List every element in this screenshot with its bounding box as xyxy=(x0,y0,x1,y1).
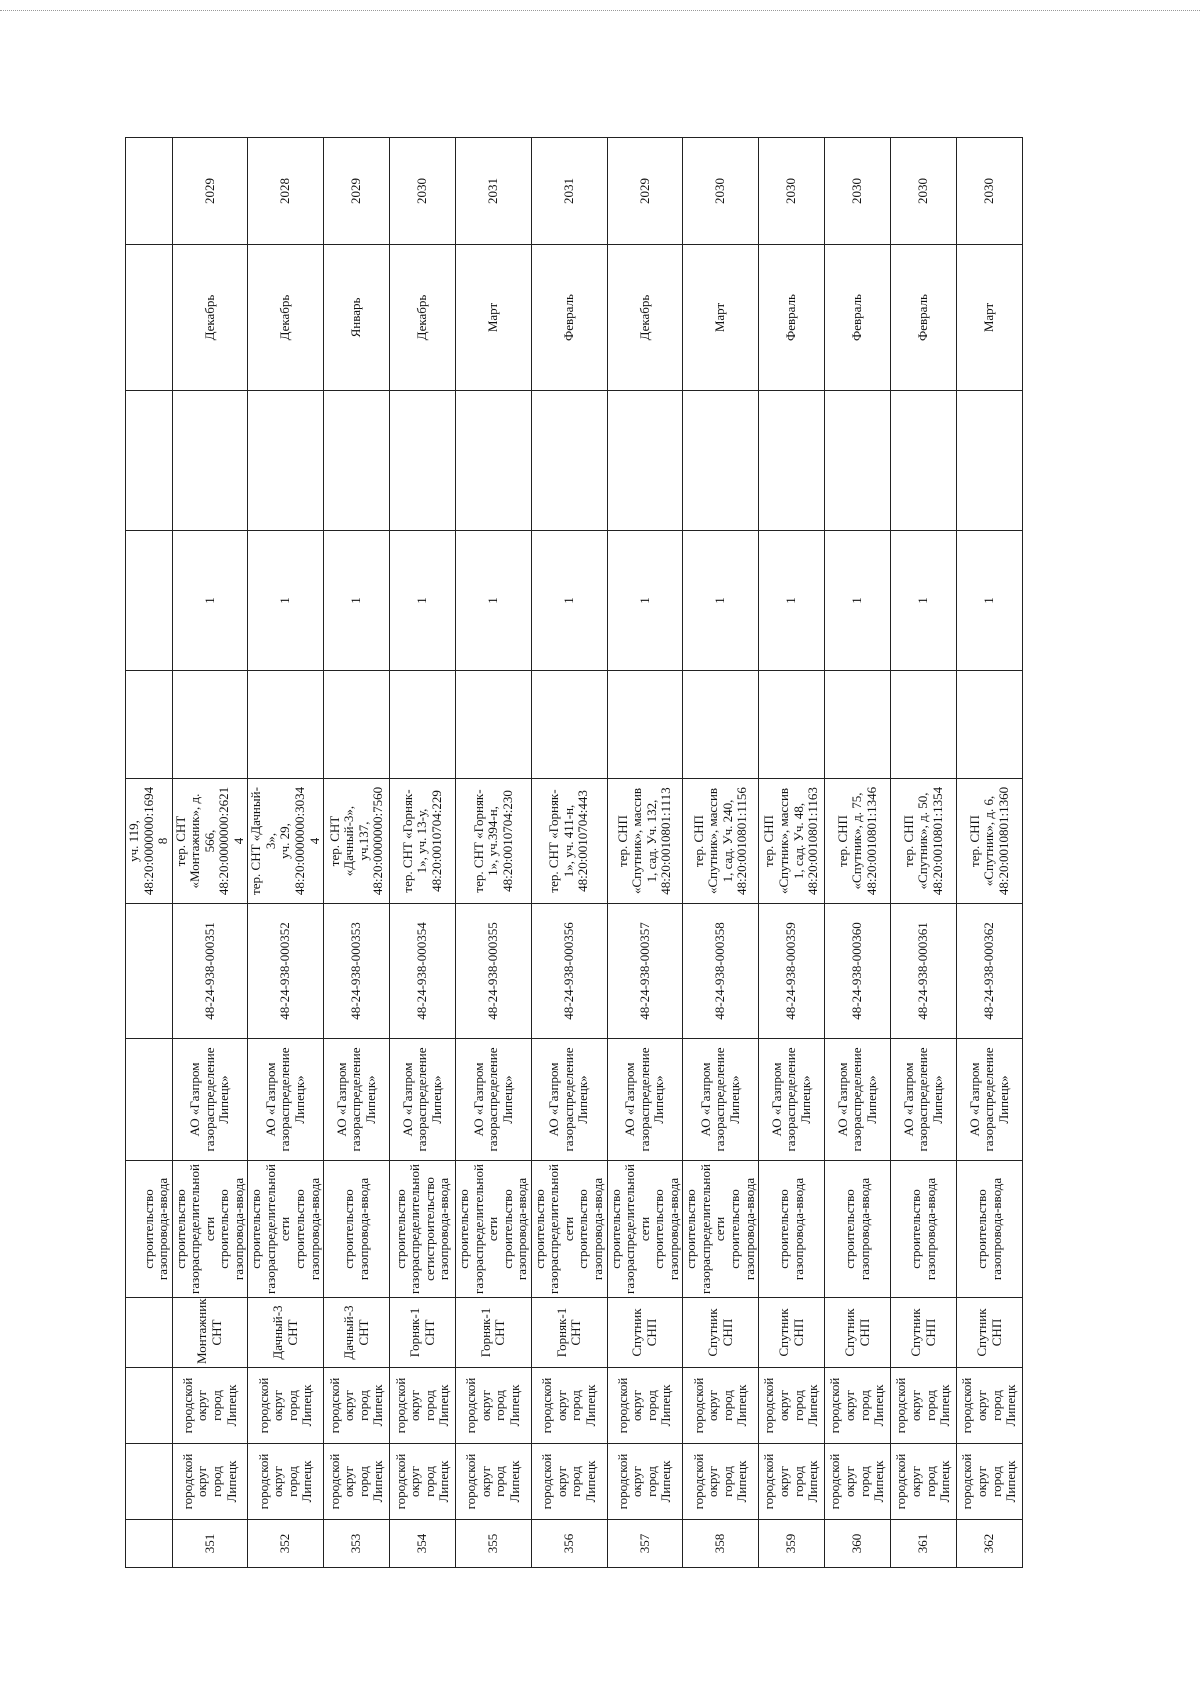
table-row xyxy=(390,138,456,1568)
district-cell: городской округ город Липецк xyxy=(324,1444,390,1520)
district-cell: городской округ город Липецк xyxy=(248,1444,324,1520)
quantity-cell: 1 xyxy=(531,531,607,671)
locality-cell: Горняк-1 СНТ xyxy=(390,1298,456,1368)
month-cell: Февраль xyxy=(531,245,607,391)
work-type-cell: строительство газопровода-ввода xyxy=(891,1161,957,1298)
object-code-cell: 48-24-938-000359 xyxy=(759,904,825,1039)
empty-column-cell xyxy=(531,671,607,779)
settlement-cell: городской округ город Липецк xyxy=(891,1368,957,1444)
work-type-cell: строительство газопровода-ввода xyxy=(825,1161,891,1298)
settlement-cell: городской округ город Липецк xyxy=(390,1368,456,1444)
district-cell: городской округ город Липецк xyxy=(683,1444,759,1520)
quantity-cell: 1 xyxy=(825,531,891,671)
address-cadastral-cell: тер. СНП «Спутник», массив 1, сад. Уч. 132, 48:20:0010801:1113 xyxy=(607,779,683,904)
organization-cell xyxy=(126,1039,173,1161)
month-cell: Февраль xyxy=(891,245,957,391)
organization-cell: АО «Газпром газораспределение Липецк» xyxy=(825,1039,891,1161)
settlement-cell: городской округ город Липецк xyxy=(248,1368,324,1444)
year-cell: 2029 xyxy=(172,138,248,245)
quantity-cell xyxy=(126,531,173,671)
row-number-cell: 354 xyxy=(390,1520,456,1568)
empty-column-cell xyxy=(390,391,456,531)
empty-column-cell xyxy=(683,671,759,779)
address-cadastral-cell: тер. СНП «Спутник», массив 1, сад. Уч. 240, 48:20:0010801:1156 xyxy=(683,779,759,904)
locality-cell: Спутник СНП xyxy=(759,1298,825,1368)
locality-cell: Дачный-3 СНТ xyxy=(324,1298,390,1368)
object-code-cell: 48-24-938-000357 xyxy=(607,904,683,1039)
locality-cell: Спутник СНП xyxy=(825,1298,891,1368)
row-number-cell: 359 xyxy=(759,1520,825,1568)
month-cell: Декабрь xyxy=(248,245,324,391)
object-code-cell: 48-24-938-000361 xyxy=(891,904,957,1039)
row-number-cell: 352 xyxy=(248,1520,324,1568)
organization-cell: АО «Газпром газораспределение Липецк» xyxy=(390,1039,456,1161)
empty-column-cell xyxy=(957,391,1023,531)
work-type-cell: строительство газораспределительной сети строительство газопровода-ввода xyxy=(456,1161,532,1298)
object-code-cell: 48-24-938-000358 xyxy=(683,904,759,1039)
empty-column-cell xyxy=(126,391,173,531)
gasification-schedule-table xyxy=(125,137,1023,1568)
district-cell: городской округ город Липецк xyxy=(607,1444,683,1520)
quantity-cell: 1 xyxy=(456,531,532,671)
year-cell: 2028 xyxy=(248,138,324,245)
locality-cell: Спутник СНП xyxy=(683,1298,759,1368)
object-code-cell: 48-24-938-000354 xyxy=(390,904,456,1039)
settlement-cell: городской округ город Липецк xyxy=(172,1368,248,1444)
table-row xyxy=(456,138,532,1568)
month-cell: Март xyxy=(957,245,1023,391)
scan-border-line xyxy=(0,10,1200,11)
address-cadastral-cell: тер. СНП «Спутник», массив 1, сад. Уч. 48, 48:20:0010801:1163 xyxy=(759,779,825,904)
table-row xyxy=(683,138,759,1568)
year-cell: 2031 xyxy=(531,138,607,245)
work-type-cell: строительство газопровода-ввода xyxy=(126,1161,173,1298)
settlement-cell: городской округ город Липецк xyxy=(759,1368,825,1444)
district-cell: городской округ город Липецк xyxy=(172,1444,248,1520)
empty-column-cell xyxy=(891,391,957,531)
year-cell: 2030 xyxy=(683,138,759,245)
month-cell: Март xyxy=(683,245,759,391)
organization-cell: АО «Газпром газораспределение Липецк» xyxy=(531,1039,607,1161)
settlement-cell: городской округ город Липецк xyxy=(957,1368,1023,1444)
address-cadastral-cell: тер. СНТ «Монтажник», д. 566, 48:20:0000000:2621 4 xyxy=(172,779,248,904)
rotated-table-wrapper xyxy=(125,138,1019,1568)
empty-column-cell xyxy=(172,671,248,779)
district-cell: городской округ город Липецк xyxy=(390,1444,456,1520)
month-cell: Февраль xyxy=(825,245,891,391)
quantity-cell: 1 xyxy=(172,531,248,671)
district-cell: городской округ город Липецк xyxy=(759,1444,825,1520)
quantity-cell: 1 xyxy=(607,531,683,671)
locality-cell: Спутник СНП xyxy=(957,1298,1023,1368)
locality-cell: Дачный-3 СНТ xyxy=(248,1298,324,1368)
settlement-cell: городской округ город Липецк xyxy=(683,1368,759,1444)
organization-cell: АО «Газпром газораспределение Липецк» xyxy=(891,1039,957,1161)
address-cadastral-cell: тер. СНТ «Горняк- 1», уч. 13-у, 48:20:0010704:229 xyxy=(390,779,456,904)
year-cell: 2030 xyxy=(759,138,825,245)
empty-column-cell xyxy=(324,391,390,531)
address-cadastral-cell: тер. СНТ «Дачный- 3», уч. 29, 48:20:0000000:3034 4 xyxy=(248,779,324,904)
object-code-cell: 48-24-938-000351 xyxy=(172,904,248,1039)
district-cell xyxy=(126,1444,173,1520)
district-cell: городской округ город Липецк xyxy=(531,1444,607,1520)
year-cell: 2030 xyxy=(825,138,891,245)
month-cell: Декабрь xyxy=(172,245,248,391)
locality-cell: Горняк-1 СНТ xyxy=(531,1298,607,1368)
work-type-cell: строительство газопровода-ввода xyxy=(957,1161,1023,1298)
quantity-cell: 1 xyxy=(759,531,825,671)
object-code-cell: 48-24-938-000356 xyxy=(531,904,607,1039)
empty-column-cell xyxy=(683,391,759,531)
year-cell: 2030 xyxy=(957,138,1023,245)
month-cell: Февраль xyxy=(759,245,825,391)
quantity-cell: 1 xyxy=(957,531,1023,671)
quantity-cell: 1 xyxy=(390,531,456,671)
row-number-cell: 357 xyxy=(607,1520,683,1568)
empty-column-cell xyxy=(390,671,456,779)
settlement-cell: городской округ город Липецк xyxy=(456,1368,532,1444)
work-type-cell: строительство газораспределительной сети строительство газопровода-ввода xyxy=(248,1161,324,1298)
table-row xyxy=(531,138,607,1568)
row-number-cell: 360 xyxy=(825,1520,891,1568)
quantity-cell: 1 xyxy=(248,531,324,671)
empty-column-cell xyxy=(126,671,173,779)
work-type-cell: строительство газораспределительной сети строительство газопровода-ввода xyxy=(607,1161,683,1298)
table-row xyxy=(607,138,683,1568)
work-type-cell: строительство газораспределительной сети строительство газопровода-ввода xyxy=(172,1161,248,1298)
settlement-cell: городской округ город Липецк xyxy=(324,1368,390,1444)
address-cadastral-cell: тер. СНП «Спутник», д. 50, 48:20:0010801:1354 xyxy=(891,779,957,904)
row-number-cell: 355 xyxy=(456,1520,532,1568)
month-cell: Январь xyxy=(324,245,390,391)
month-cell: Декабрь xyxy=(390,245,456,391)
address-cadastral-cell: тер. СНТ «Горняк- 1», уч. 411-н, 48:20:0010704:443 xyxy=(531,779,607,904)
empty-column-cell xyxy=(456,671,532,779)
empty-column-cell xyxy=(248,391,324,531)
object-code-cell: 48-24-938-000360 xyxy=(825,904,891,1039)
table-row xyxy=(126,138,173,1568)
settlement-cell: городской округ город Липецк xyxy=(825,1368,891,1444)
empty-column-cell xyxy=(456,391,532,531)
organization-cell: АО «Газпром газораспределение Липецк» xyxy=(324,1039,390,1161)
row-number-cell: 361 xyxy=(891,1520,957,1568)
object-code-cell: 48-24-938-000352 xyxy=(248,904,324,1039)
organization-cell: АО «Газпром газораспределение Липецк» xyxy=(456,1039,532,1161)
month-cell: Март xyxy=(456,245,532,391)
table-row xyxy=(324,138,390,1568)
year-cell: 2030 xyxy=(390,138,456,245)
empty-column-cell xyxy=(531,391,607,531)
row-number-cell xyxy=(126,1520,173,1568)
address-cadastral-cell: тер. СНТ «Горняк- 1», уч.394-н, 48:20:0010704:230 xyxy=(456,779,532,904)
year-cell: 2029 xyxy=(324,138,390,245)
empty-column-cell xyxy=(759,391,825,531)
locality-cell xyxy=(126,1298,173,1368)
organization-cell: АО «Газпром газораспределение Липецк» xyxy=(607,1039,683,1161)
work-type-cell: строительство газопровода-ввода xyxy=(324,1161,390,1298)
settlement-cell: городской округ город Липецк xyxy=(531,1368,607,1444)
row-number-cell: 356 xyxy=(531,1520,607,1568)
year-cell: 2030 xyxy=(891,138,957,245)
empty-column-cell xyxy=(248,671,324,779)
district-cell: городской округ город Липецк xyxy=(891,1444,957,1520)
settlement-cell: городской округ город Липецк xyxy=(607,1368,683,1444)
quantity-cell: 1 xyxy=(683,531,759,671)
table-row xyxy=(248,138,324,1568)
object-code-cell: 48-24-938-000353 xyxy=(324,904,390,1039)
month-cell xyxy=(126,245,173,391)
row-number-cell: 358 xyxy=(683,1520,759,1568)
object-code-cell xyxy=(126,904,173,1039)
address-cadastral-cell: тер. СНП «Спутник», д. 6, 48:20:0010801:1360 xyxy=(957,779,1023,904)
quantity-cell: 1 xyxy=(324,531,390,671)
work-type-cell: строительство газопровода-ввода xyxy=(759,1161,825,1298)
organization-cell: АО «Газпром газораспределение Липецк» xyxy=(683,1039,759,1161)
locality-cell: Монтажник СНТ xyxy=(172,1298,248,1368)
object-code-cell: 48-24-938-000355 xyxy=(456,904,532,1039)
district-cell: городской округ город Липецк xyxy=(825,1444,891,1520)
empty-column-cell xyxy=(324,671,390,779)
table-row xyxy=(759,138,825,1568)
row-number-cell: 353 xyxy=(324,1520,390,1568)
organization-cell: АО «Газпром газораспределение Липецк» xyxy=(957,1039,1023,1161)
organization-cell: АО «Газпром газораспределение Липецк» xyxy=(759,1039,825,1161)
empty-column-cell xyxy=(891,671,957,779)
organization-cell: АО «Газпром газораспределение Липецк» xyxy=(248,1039,324,1161)
district-cell: городской округ город Липецк xyxy=(957,1444,1023,1520)
locality-cell: Спутник СНП xyxy=(607,1298,683,1368)
address-cadastral-cell: уч. 119, 48:20:0000000:1694 8 xyxy=(126,779,173,904)
empty-column-cell xyxy=(172,391,248,531)
row-number-cell: 362 xyxy=(957,1520,1023,1568)
empty-column-cell xyxy=(759,671,825,779)
settlement-cell xyxy=(126,1368,173,1444)
table-row xyxy=(957,138,1023,1568)
quantity-cell: 1 xyxy=(891,531,957,671)
table-row xyxy=(825,138,891,1568)
district-cell: городской округ город Липецк xyxy=(456,1444,532,1520)
work-type-cell: строительство газораспределительной сети строительство газопровода-ввода xyxy=(531,1161,607,1298)
table-row xyxy=(891,138,957,1568)
organization-cell: АО «Газпром газораспределение Липецк» xyxy=(172,1039,248,1161)
year-cell: 2029 xyxy=(607,138,683,245)
empty-column-cell xyxy=(957,671,1023,779)
table-row xyxy=(172,138,248,1568)
empty-column-cell xyxy=(607,671,683,779)
empty-column-cell xyxy=(825,391,891,531)
work-type-cell: строительство газораспределительной сетистроительство газопровода-ввода xyxy=(390,1161,456,1298)
month-cell: Декабрь xyxy=(607,245,683,391)
year-cell xyxy=(126,138,173,245)
locality-cell: Спутник СНП xyxy=(891,1298,957,1368)
work-type-cell: строительство газораспределительной сети строительство газопровода-ввода xyxy=(683,1161,759,1298)
object-code-cell: 48-24-938-000362 xyxy=(957,904,1023,1039)
empty-column-cell xyxy=(607,391,683,531)
address-cadastral-cell: тер. СНТ «Дачный-3», уч.137, 48:20:0000000:7560 xyxy=(324,779,390,904)
year-cell: 2031 xyxy=(456,138,532,245)
address-cadastral-cell: тер. СНП «Спутник», д. 75, 48:20:0010801:1346 xyxy=(825,779,891,904)
locality-cell: Горняк-1 СНТ xyxy=(456,1298,532,1368)
row-number-cell: 351 xyxy=(172,1520,248,1568)
empty-column-cell xyxy=(825,671,891,779)
